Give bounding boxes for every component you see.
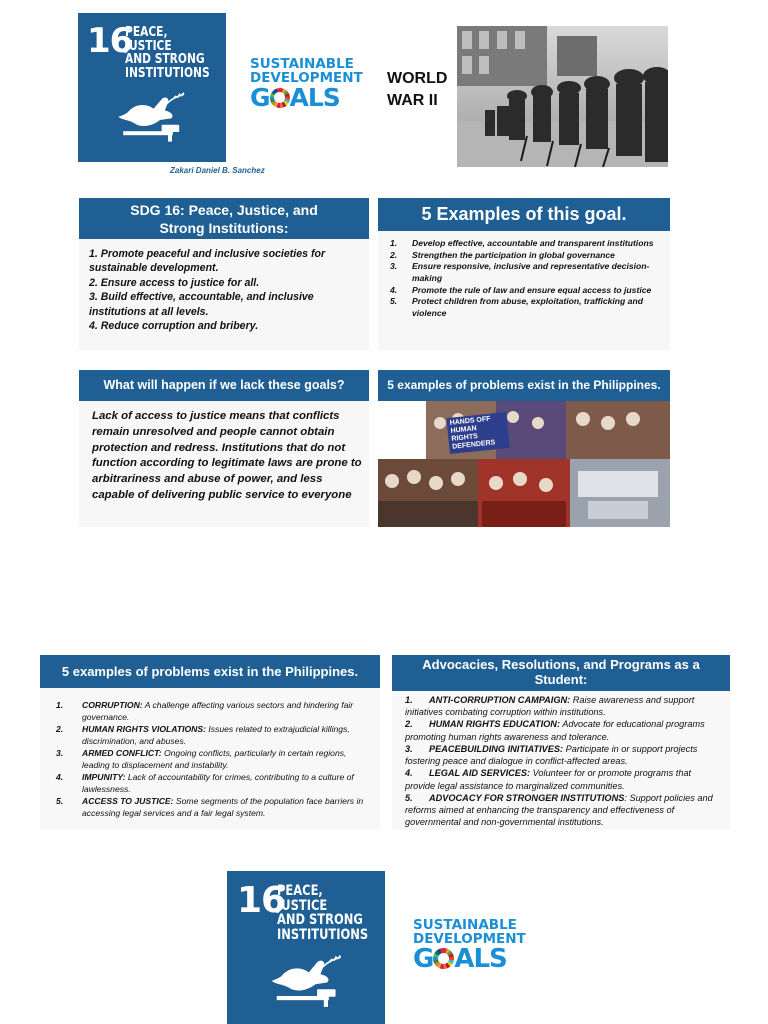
author-name: Zakari Daniel B. Sanchez — [170, 166, 265, 175]
sdg16-goals-list — [89, 247, 359, 333]
sdg-number: 16 — [87, 21, 133, 61]
lack-goals-panel — [79, 370, 369, 527]
sdg-logo-top — [250, 58, 363, 110]
sdg-color-wheel-icon — [433, 948, 454, 969]
advocacy-item: 5. ADVOCACY FOR STRONGER INSTITUTIONS: Support policies and reforms aimed at enhancing the transparency and effectiveness of governmental and non-governmental institutions. — [405, 792, 713, 828]
examples-title: 5 Examples of this goal. — [378, 198, 670, 231]
problem-item: 2. HUMAN RIGHTS VIOLATIONS: Issues related to extrajudicial killings, discrimination, and abuses. — [56, 724, 350, 746]
advocacy-item: 2. HUMAN RIGHTS EDUCATION: Advocate for educational programs promoting human rights awareness and tolerance. — [405, 719, 705, 742]
world-war-line2: WAR II — [387, 92, 438, 109]
problems-photo-panel — [378, 370, 670, 527]
problems-photo-title: 5 examples of problems exist in the Philippines. — [378, 370, 670, 401]
sdg-color-wheel-icon — [270, 88, 290, 108]
logo-als: ALS — [454, 944, 507, 974]
advocacy-item: 4. LEGAL AID SERVICES: Volunteer for or promote programs that provide legal assistance to marginalized communities. — [405, 768, 692, 791]
logo-g: G — [413, 944, 434, 974]
advocacy-item: 3. PEACEBUILDING INITIATIVES: Participate in or support projects fostering peace and dialogue in conflict-affected areas. — [405, 743, 698, 767]
sdg-title: PEACE, JUSTICE AND STRONG INSTITUTIONS — [125, 25, 210, 81]
sdg16-goals-title: SDG 16: Peace, Justice, and Strong Institutions: — [79, 198, 369, 239]
wwii-soldiers-photo — [457, 26, 668, 167]
sdg-logo-bottom — [413, 919, 526, 972]
example-item: 5. Protect children from abuse, exploitation, trafficking and violence — [390, 296, 643, 319]
logo-line-development: DEVELOPMENT — [250, 69, 363, 86]
sdg16-tile-bottom — [227, 871, 385, 1024]
sdg16-tile-top — [78, 13, 226, 162]
logo-line-development: DEVELOPMENT — [413, 930, 526, 947]
sdg16-goal-item: 3. Build effective, accountable, and inclusive institutions at all levels. — [89, 291, 314, 318]
sdg16-goal-item: 4. Reduce corruption and bribery. — [89, 320, 259, 333]
protest-sign: HANDS OFF HUMAN RIGHTS DEFENDERS — [446, 412, 509, 454]
advocacy-title: Advocacies, Resolutions, and Programs as a Student: — [392, 655, 730, 691]
problems-list — [56, 700, 374, 820]
lack-goals-title: What will happen if we lack these goals? — [79, 370, 369, 401]
examples-list — [390, 238, 660, 320]
sdg16-goals-panel — [79, 198, 369, 350]
example-item: 2. Strengthen the participation in global governance — [390, 249, 615, 260]
problem-item: 4. IMPUNITY: Lack of accountability for crimes, contributing to a culture of lawlessness. — [56, 772, 354, 794]
example-item: 3. Ensure responsive, inclusive and representative decision-making — [390, 261, 650, 284]
logo-line-sustainable: SUSTAINABLE — [250, 56, 354, 72]
marching-soldiers-image — [457, 26, 668, 167]
logo-g: G — [250, 83, 270, 112]
dove-gavel-icon — [112, 85, 192, 147]
world-war-title — [387, 68, 447, 112]
logo-line-goals — [250, 85, 363, 110]
problems-list-panel — [40, 655, 380, 830]
logo-line-sustainable: SUSTAINABLE — [413, 917, 517, 933]
logo-als: ALS — [289, 83, 340, 112]
advocacy-panel — [392, 655, 730, 830]
sdg-number: 16 — [237, 880, 286, 921]
lack-goals-body: Lack of access to justice means that conflicts remain unresolved and people cannot obtain protection and redress. Institutions that do not function according to legitimate laws are prone to arbitrariness and abuse of power, and less capable of delivering public service to everyone — [92, 410, 362, 501]
example-item: 4. Promote the rule of law and ensure equal access to justice — [390, 284, 652, 295]
problem-item: 3. ARMED CONFLICT: Ongoing conflicts, particularly in certain regions, leading to displacement and instability. — [56, 748, 347, 770]
advocacy-list — [405, 694, 723, 829]
advocacy-item: 1. ANTI-CORRUPTION CAMPAIGN: Raise awareness and support initiatives combating corruption within institutions. — [405, 695, 695, 718]
sdg16-goal-item: 1. Promote peaceful and inclusive societies for sustainable development. — [89, 248, 326, 275]
problem-item: 1. CORRUPTION: A challenge affecting various sectors and hindering fair governance. — [56, 700, 354, 722]
problem-item: 5. ACCESS TO JUSTICE: Some segments of the population face barriers in accessing legal services and a fair legal system. — [56, 796, 364, 818]
protest-collage-image — [378, 401, 670, 527]
sdg-title: PEACE, JUSTICE AND STRONG INSTITUTIONS — [277, 883, 369, 944]
logo-line-goals — [413, 946, 526, 972]
protest-collage-photo — [378, 401, 670, 527]
world-war-line1: WORLD — [387, 70, 448, 87]
dove-gavel-icon — [265, 947, 349, 1013]
example-item: 1. Develop effective, accountable and transparent institutions — [390, 238, 654, 248]
sdg16-goal-item: 2. Ensure access to justice for all. — [89, 276, 260, 289]
examples-panel — [378, 198, 670, 350]
problems-list-title: 5 examples of problems exist in the Philippines. — [40, 655, 380, 688]
